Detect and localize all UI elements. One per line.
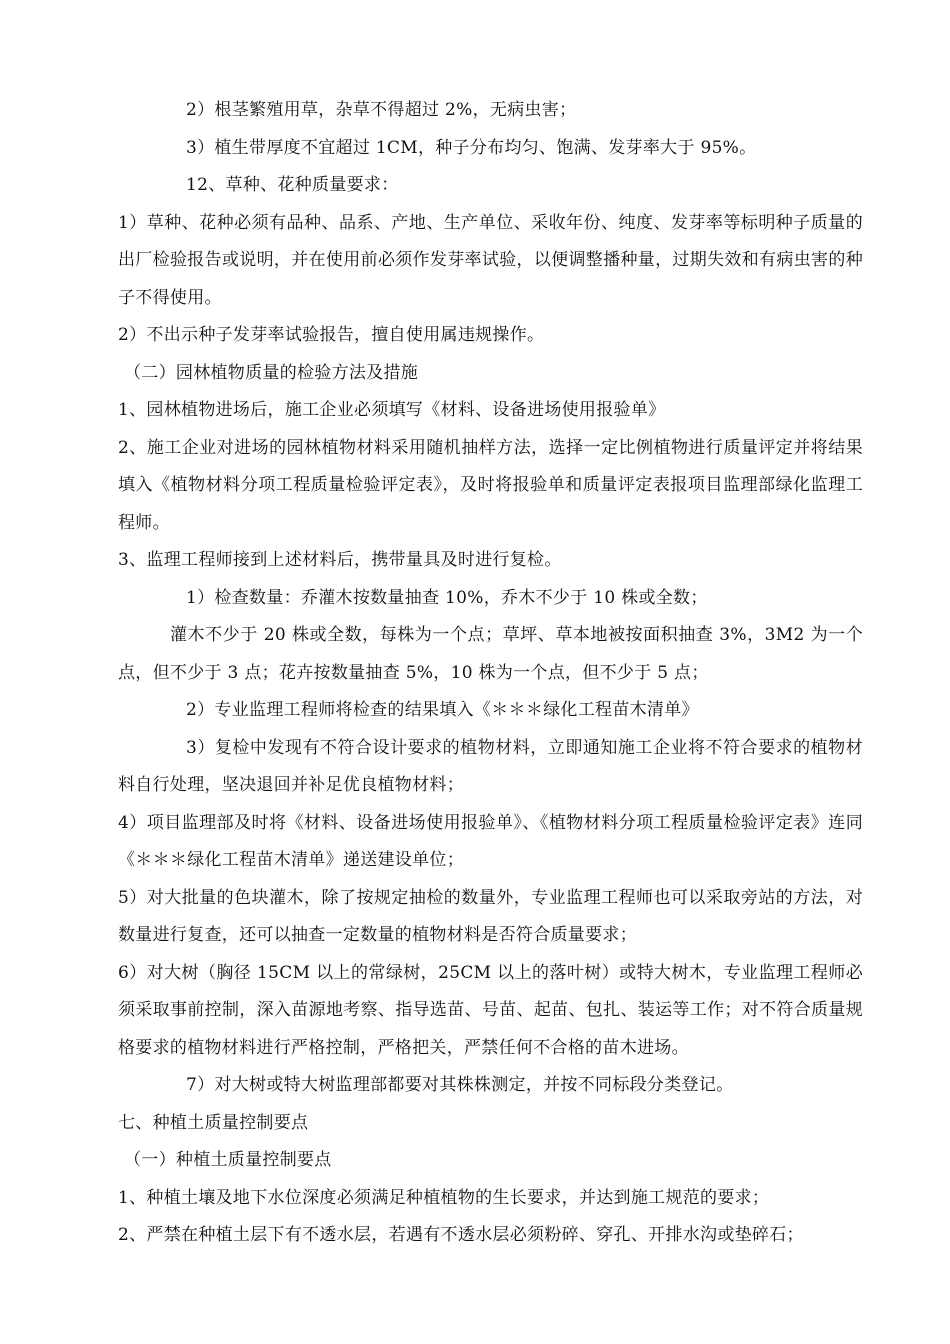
paragraph-groundwater-depth: 1、种植土壤及地下水位深度必须满足种植植物的生长要求，并达到施工规范的要求； [118, 1187, 770, 1208]
heading-seed-quality: 12、草种、花种质量要求： [186, 175, 399, 195]
paragraph-no-germination-report: 2）不出示种子发芽率试验报告，擅自使用属违规操作。 [118, 325, 545, 345]
paragraph-vegetation-belt: 3）植生带厚度不宜超过 1CM，种子分布均匀、饱满、发芽率大于 95%。 [186, 137, 757, 158]
document-body [118, 92, 863, 1255]
paragraph-reinspection: 3、监理工程师接到上述材料后，携带量具及时进行复检。 [118, 550, 562, 570]
heading-soil-quality: 七、种植土质量控制要点 [118, 1112, 309, 1133]
paragraph-entry-form: 1、园林植物进场后，施工企业必须填写《材料、设备进场使用报验单》 [118, 400, 666, 420]
paragraph-impermeable-layer: 2、严禁在种植土层下有不透水层，若遇有不透水层必须粉碎、穿孔、开排水沟或垫碎石； [118, 1225, 804, 1245]
paragraph-submit-documents: 4）项目监理部及时将《材料、设备进场使用报验单》、《植物材料分项工程质量检验评定表》连同《＊＊＊绿化工程苗木清单》递送建设单位； [118, 812, 863, 870]
paragraph-tree-registration: 7）对大树或特大树监理部都要对其株株测定，并按不同标段分类登记。 [186, 1075, 734, 1095]
paragraph-random-sampling: 2、施工企业对进场的园林植物材料采用随机抽样方法，选择一定比例植物进行质量评定并将结果填入《植物材料分项工程质量检验评定表》，及时将报验单和质量评定表报项目监理部绿化监理工程师。 [118, 437, 863, 533]
heading-inspection-methods: （二）园林植物质量的检验方法及措施 [124, 362, 419, 383]
paragraph-large-trees: 6）对大树（胸径 15CM 以上的常绿树，25CM 以上的落叶树）或特大树木，专业监理工程师必须采取事前控制，深入苗源地考察、指导选苗、号苗、起苗、包扎、装运等工作；对不符合质量规格要求的植物材料进行严格控制，严格把关，严禁任何不合格的苗木进场。 [118, 962, 863, 1058]
paragraph-inspection-quantity: 1）检查数量：乔灌木按数量抽查 10%，乔木不少于 10 株或全数； [186, 587, 708, 608]
paragraph-nonconforming-materials: 3）复检中发现有不符合设计要求的植物材料，立即通知施工企业将不符合要求的植物材料自行处理，坚决退回并补足优良植物材料； [118, 737, 863, 795]
paragraph-rhizome-grass: 2）根茎繁殖用草，杂草不得超过 2%，无病虫害； [186, 100, 577, 120]
paragraph-seed-inspection-report: 1）草种、花种必须有品种、品系、产地、生产单位、采收年份、纯度、发芽率等标明种子质量的出厂检验报告或说明，并在使用前必须作发芽率试验，以便调整播种量，过期失效和有病虫害的种子不得使用。 [118, 212, 863, 308]
paragraph-color-shrubs: 5）对大批量的色块灌木，除了按规定抽检的数量外，专业监理工程师也可以采取旁站的方法，对数量进行复查，还可以抽查一定数量的植物材料是否符合质量要求； [118, 887, 863, 945]
heading-soil-control-points: （一）种植土质量控制要点 [124, 1150, 332, 1170]
paragraph-shrub-quantity: 灌木不少于 20 株或全数，每株为一个点；草坪、草本地被按面积抽查 3%，3M2 为一个点，但不少于 3 点；花卉按数量抽查 5%，10 株为一个点，但不少于 5 点； [118, 625, 863, 683]
paragraph-nursery-list: 2）专业监理工程师将检查的结果填入《＊＊＊绿化工程苗木清单》 [186, 700, 699, 720]
